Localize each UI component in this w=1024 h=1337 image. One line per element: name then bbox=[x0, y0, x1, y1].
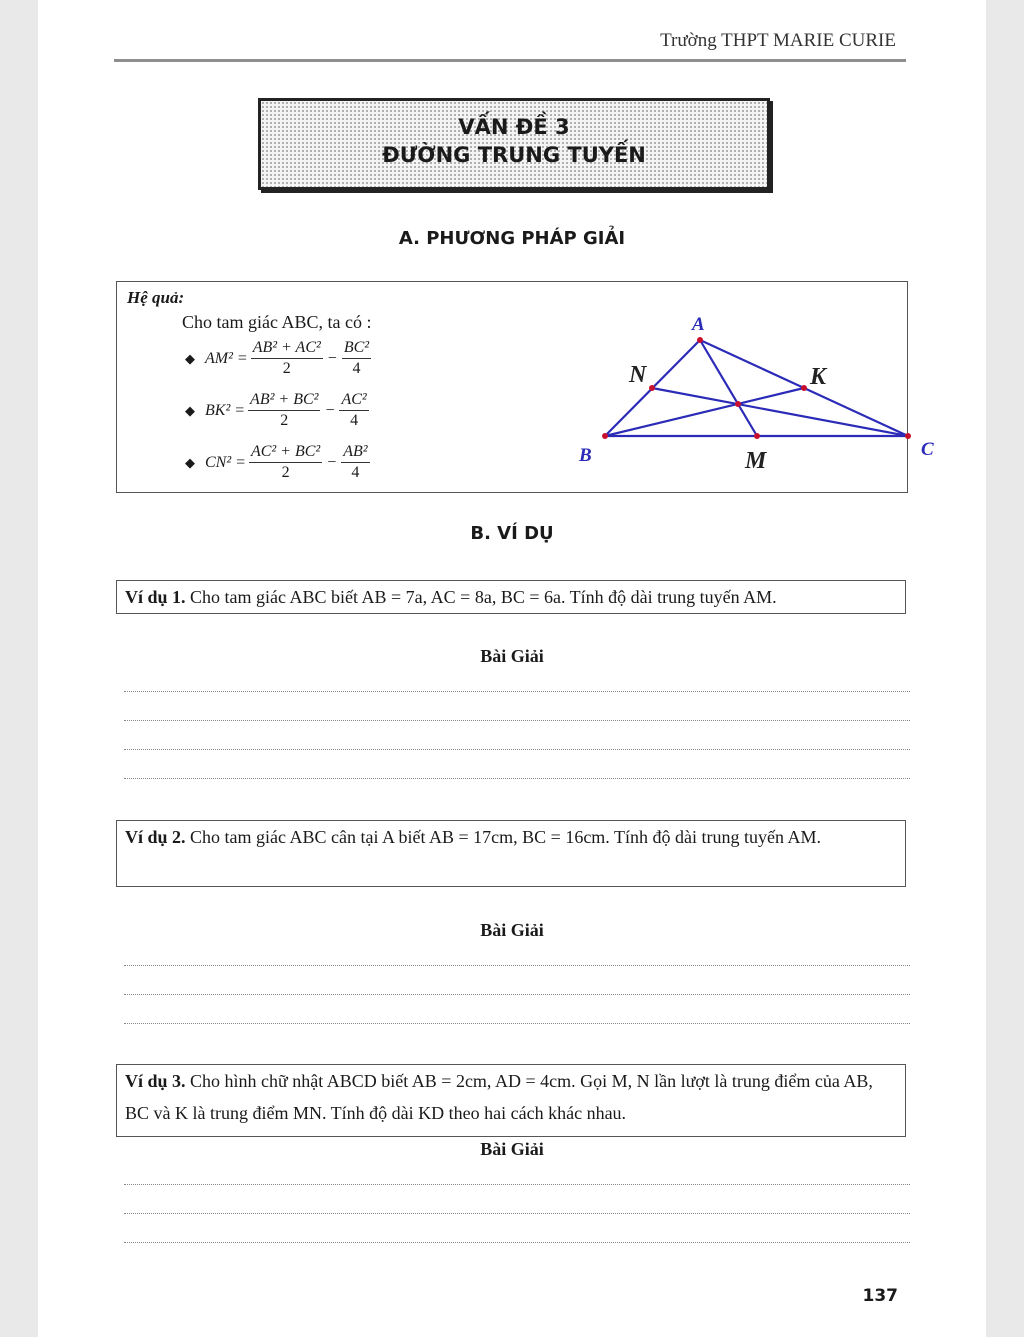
fraction bbox=[249, 442, 322, 483]
minus-sign: − bbox=[327, 453, 337, 471]
fraction bbox=[342, 338, 371, 379]
section-a-heading: A. PHƯƠNG PHÁP GIẢI bbox=[398, 228, 626, 249]
minus-sign: − bbox=[327, 349, 337, 367]
minus-sign: − bbox=[325, 401, 335, 419]
answer-line bbox=[124, 1242, 910, 1243]
example-label: Ví dụ 2. bbox=[125, 827, 186, 847]
formula-am bbox=[185, 338, 374, 379]
bullet-icon: ◆ bbox=[185, 350, 195, 366]
formula-lhs: BK² = bbox=[205, 401, 246, 419]
fraction bbox=[248, 390, 320, 431]
corollary-label: Hệ quả: bbox=[127, 288, 185, 307]
example-text: Cho tam giác ABC biết AB = 7a, AC = 8a, BC = 6a. Tính độ dài trung tuyến AM. bbox=[190, 587, 777, 607]
corollary-intro: Cho tam giác ABC, ta có : bbox=[182, 312, 372, 332]
bullet-icon: ◆ bbox=[185, 454, 195, 470]
answer-line bbox=[124, 994, 910, 995]
point-c bbox=[905, 433, 911, 439]
section-b-heading: B. VÍ DỤ bbox=[470, 523, 554, 544]
median-cn bbox=[652, 388, 908, 436]
answer-line bbox=[124, 965, 910, 966]
denominator: 2 bbox=[280, 412, 289, 429]
answer-line bbox=[124, 1213, 910, 1214]
numerator: AB² bbox=[341, 442, 369, 463]
denominator: 4 bbox=[351, 464, 360, 481]
point-g bbox=[735, 401, 741, 407]
denominator: 2 bbox=[281, 464, 290, 481]
topic-name: ĐƯỜNG TRUNG TUYẾN bbox=[382, 143, 646, 167]
median-am bbox=[700, 340, 757, 436]
solution-heading: Bài Giải bbox=[480, 1139, 544, 1159]
header-divider bbox=[114, 59, 906, 62]
example-1-box bbox=[116, 580, 906, 614]
point-n bbox=[649, 385, 655, 391]
example-text: Cho tam giác ABC cân tại A biết AB = 17cm, BC = 16cm. Tính độ dài trung tuyến AM. bbox=[190, 827, 821, 847]
example-label: Ví dụ 1. bbox=[125, 587, 186, 607]
corollary-box bbox=[116, 281, 934, 493]
solution-heading: Bài Giải bbox=[480, 920, 544, 940]
formula-bk bbox=[185, 390, 372, 431]
numerator: AB² + BC² bbox=[248, 390, 320, 411]
label-b: B bbox=[579, 445, 592, 466]
label-m: M bbox=[745, 448, 767, 474]
answer-line bbox=[124, 749, 910, 750]
denominator: 2 bbox=[282, 360, 291, 377]
example-text: Cho hình chữ nhật ABCD biết AB = 2cm, AD = 4cm. Gọi M, N lần lượt là trung điểm của AB, BC và K là trung điểm MN. Tính độ dài KD theo hai cách khác nhau. bbox=[125, 1071, 873, 1123]
formula-lhs: AM² = bbox=[205, 349, 248, 367]
point-k bbox=[801, 385, 807, 391]
page-number: 137 bbox=[862, 1286, 898, 1306]
point-m bbox=[754, 433, 760, 439]
topic-number: VẤN ĐỀ 3 bbox=[458, 115, 570, 139]
label-k: K bbox=[810, 364, 827, 390]
fraction bbox=[339, 390, 368, 431]
numerator: AC² + BC² bbox=[249, 442, 322, 463]
formula-lhs: CN² = bbox=[205, 453, 246, 471]
example-2-box bbox=[116, 820, 906, 887]
point-b bbox=[602, 433, 608, 439]
topic-title-box bbox=[258, 98, 770, 190]
point-a bbox=[697, 337, 703, 343]
answer-line bbox=[124, 691, 910, 692]
numerator: BC² bbox=[342, 338, 371, 359]
answer-line bbox=[124, 1184, 910, 1185]
school-header: Trường THPT MARIE CURIE bbox=[660, 30, 896, 51]
answer-line bbox=[124, 1023, 910, 1024]
formula-cn bbox=[185, 442, 373, 483]
solution-heading: Bài Giải bbox=[480, 646, 544, 666]
fraction bbox=[341, 442, 369, 483]
bullet-icon: ◆ bbox=[185, 402, 195, 418]
numerator: AC² bbox=[339, 390, 368, 411]
document-page bbox=[38, 0, 986, 1337]
example-3-box bbox=[116, 1064, 906, 1137]
example-label: Ví dụ 3. bbox=[125, 1071, 186, 1091]
denominator: 4 bbox=[350, 412, 359, 429]
triangle-median-figure bbox=[497, 302, 934, 487]
denominator: 4 bbox=[352, 360, 361, 377]
label-a: A bbox=[692, 314, 705, 335]
label-n: N bbox=[629, 362, 647, 388]
label-c: C bbox=[921, 439, 934, 460]
answer-line bbox=[124, 720, 910, 721]
numerator: AB² + AC² bbox=[251, 338, 323, 359]
answer-line bbox=[124, 778, 910, 779]
fraction bbox=[251, 338, 323, 379]
